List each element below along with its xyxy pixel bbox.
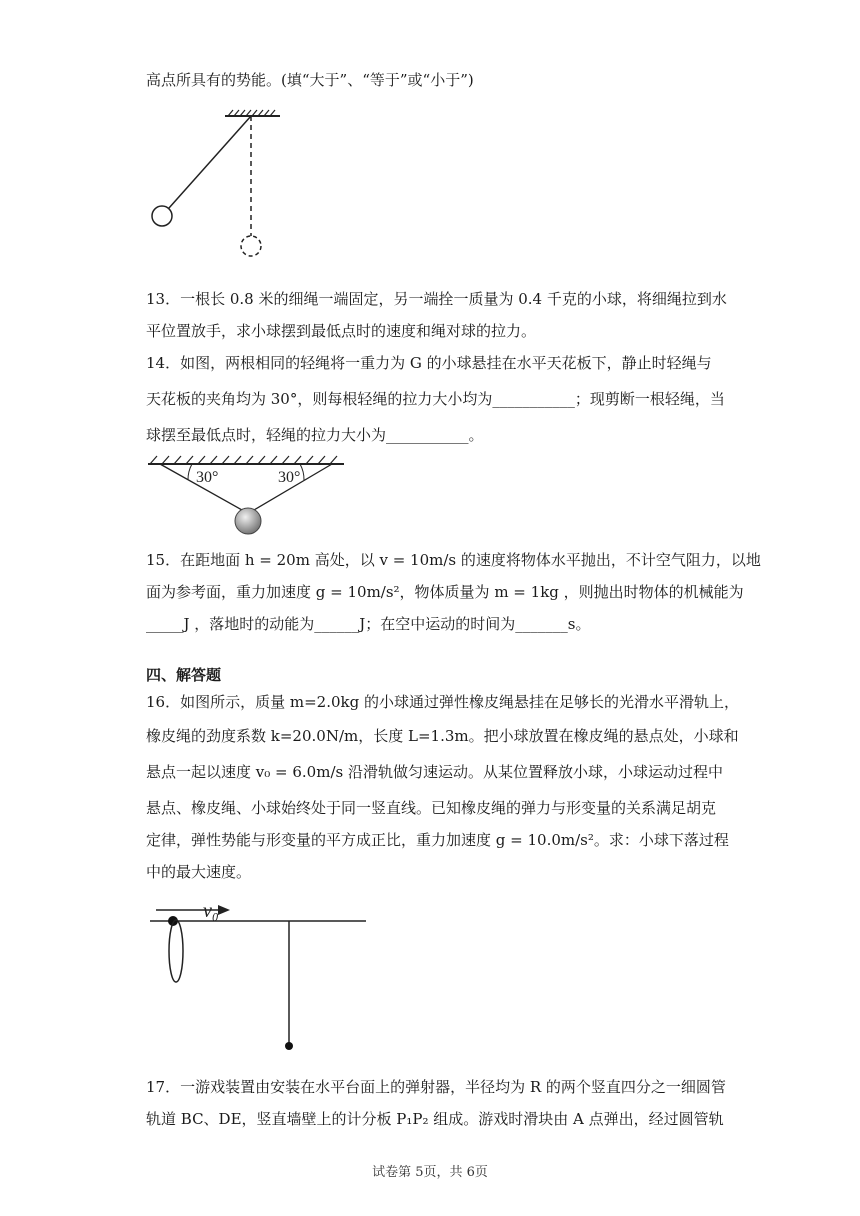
text-line-16: 17．一游戏装置由安装在水平台面上的弹射器，半径均为 R 的两个竖直四分之一细圆管 — [146, 1078, 726, 1096]
text-line-13: 悬点、橡皮绳、小球始终处于同一竖直线。已知橡皮绳的弹力与形变量的关系满足胡克 — [146, 799, 717, 817]
two-rope-figure — [146, 452, 346, 537]
text-line-3: 平位置放手，求小球摆到最低点时的速度和绳对球的拉力。 — [146, 322, 537, 340]
text-line-7: 15．在距地面 h = 20m 高处，以 v = 10m/s 的速度将物体水平抛出，不计空气阻力，以地 — [146, 551, 761, 569]
angle-label-left: 30° — [196, 469, 219, 486]
text-line-4: 14．如图，两根相同的轻绳将一重力为 G 的小球悬挂在水平天花板下，静止时轻绳与 — [146, 354, 712, 372]
pendulum-figure — [140, 108, 290, 268]
text-line-15: 中的最大速度。 — [146, 863, 252, 881]
text-line-17: 轨道 BC、DE，竖直墙壁上的计分板 P₁P₂ 组成。游戏时滑块由 A 点弹出，经过圆管轨 — [146, 1110, 724, 1128]
text-line-6: 球摆至最低点时，轻绳的拉力大小为___________。 — [146, 426, 484, 444]
section-heading: 四、解答题 — [146, 666, 222, 684]
text-line-8: 面为参考面，重力加速度 g = 10m/s²，物体质量为 m = 1kg ，则抛出时物体的机械能为 — [146, 583, 744, 601]
text-line-5: 天花板的夹角均为 30°，则每根轻绳的拉力大小均为___________；现剪断一根轻绳，当 — [146, 390, 725, 408]
text-line-14: 定律，弹性势能与形变量的平方成正比，重力加速度 g = 10.0m/s²。求：小球下落过程 — [146, 831, 729, 849]
text-line-10: 16．如图所示，质量 m=2.0kg 的小球通过弹性橡皮绳悬挂在足够长的光滑水平滑轨上， — [146, 693, 739, 711]
text-line-1: 高点所具有的势能。(填“大于”、“等于”或“小于”) — [146, 71, 474, 89]
text-line-11: 橡皮绳的劲度系数 k=20.0N/m，长度 L=1.3m。把小球放置在橡皮绳的悬点处，小球和 — [146, 727, 739, 745]
text-line-12: 悬点一起以速度 v₀ = 6.0m/s 沿滑轨做匀速运动。从某位置释放小球，小球运动过程中 — [146, 763, 723, 781]
text-line-2: 13．一根长 0.8 米的细绳一端固定，另一端拴一质量为 0.4 千克的小球，将细绳拉到水 — [146, 290, 727, 308]
text-line-9: _____J ，落地时的动能为______J；在空中运动的时间为_______s。 — [146, 615, 591, 633]
velocity-label: v₀ — [203, 900, 219, 922]
rail-figure — [146, 895, 371, 1055]
angle-label-right: 30° — [278, 469, 301, 486]
page-footer: 试卷第 5页，共 6页 — [372, 1165, 488, 1180]
